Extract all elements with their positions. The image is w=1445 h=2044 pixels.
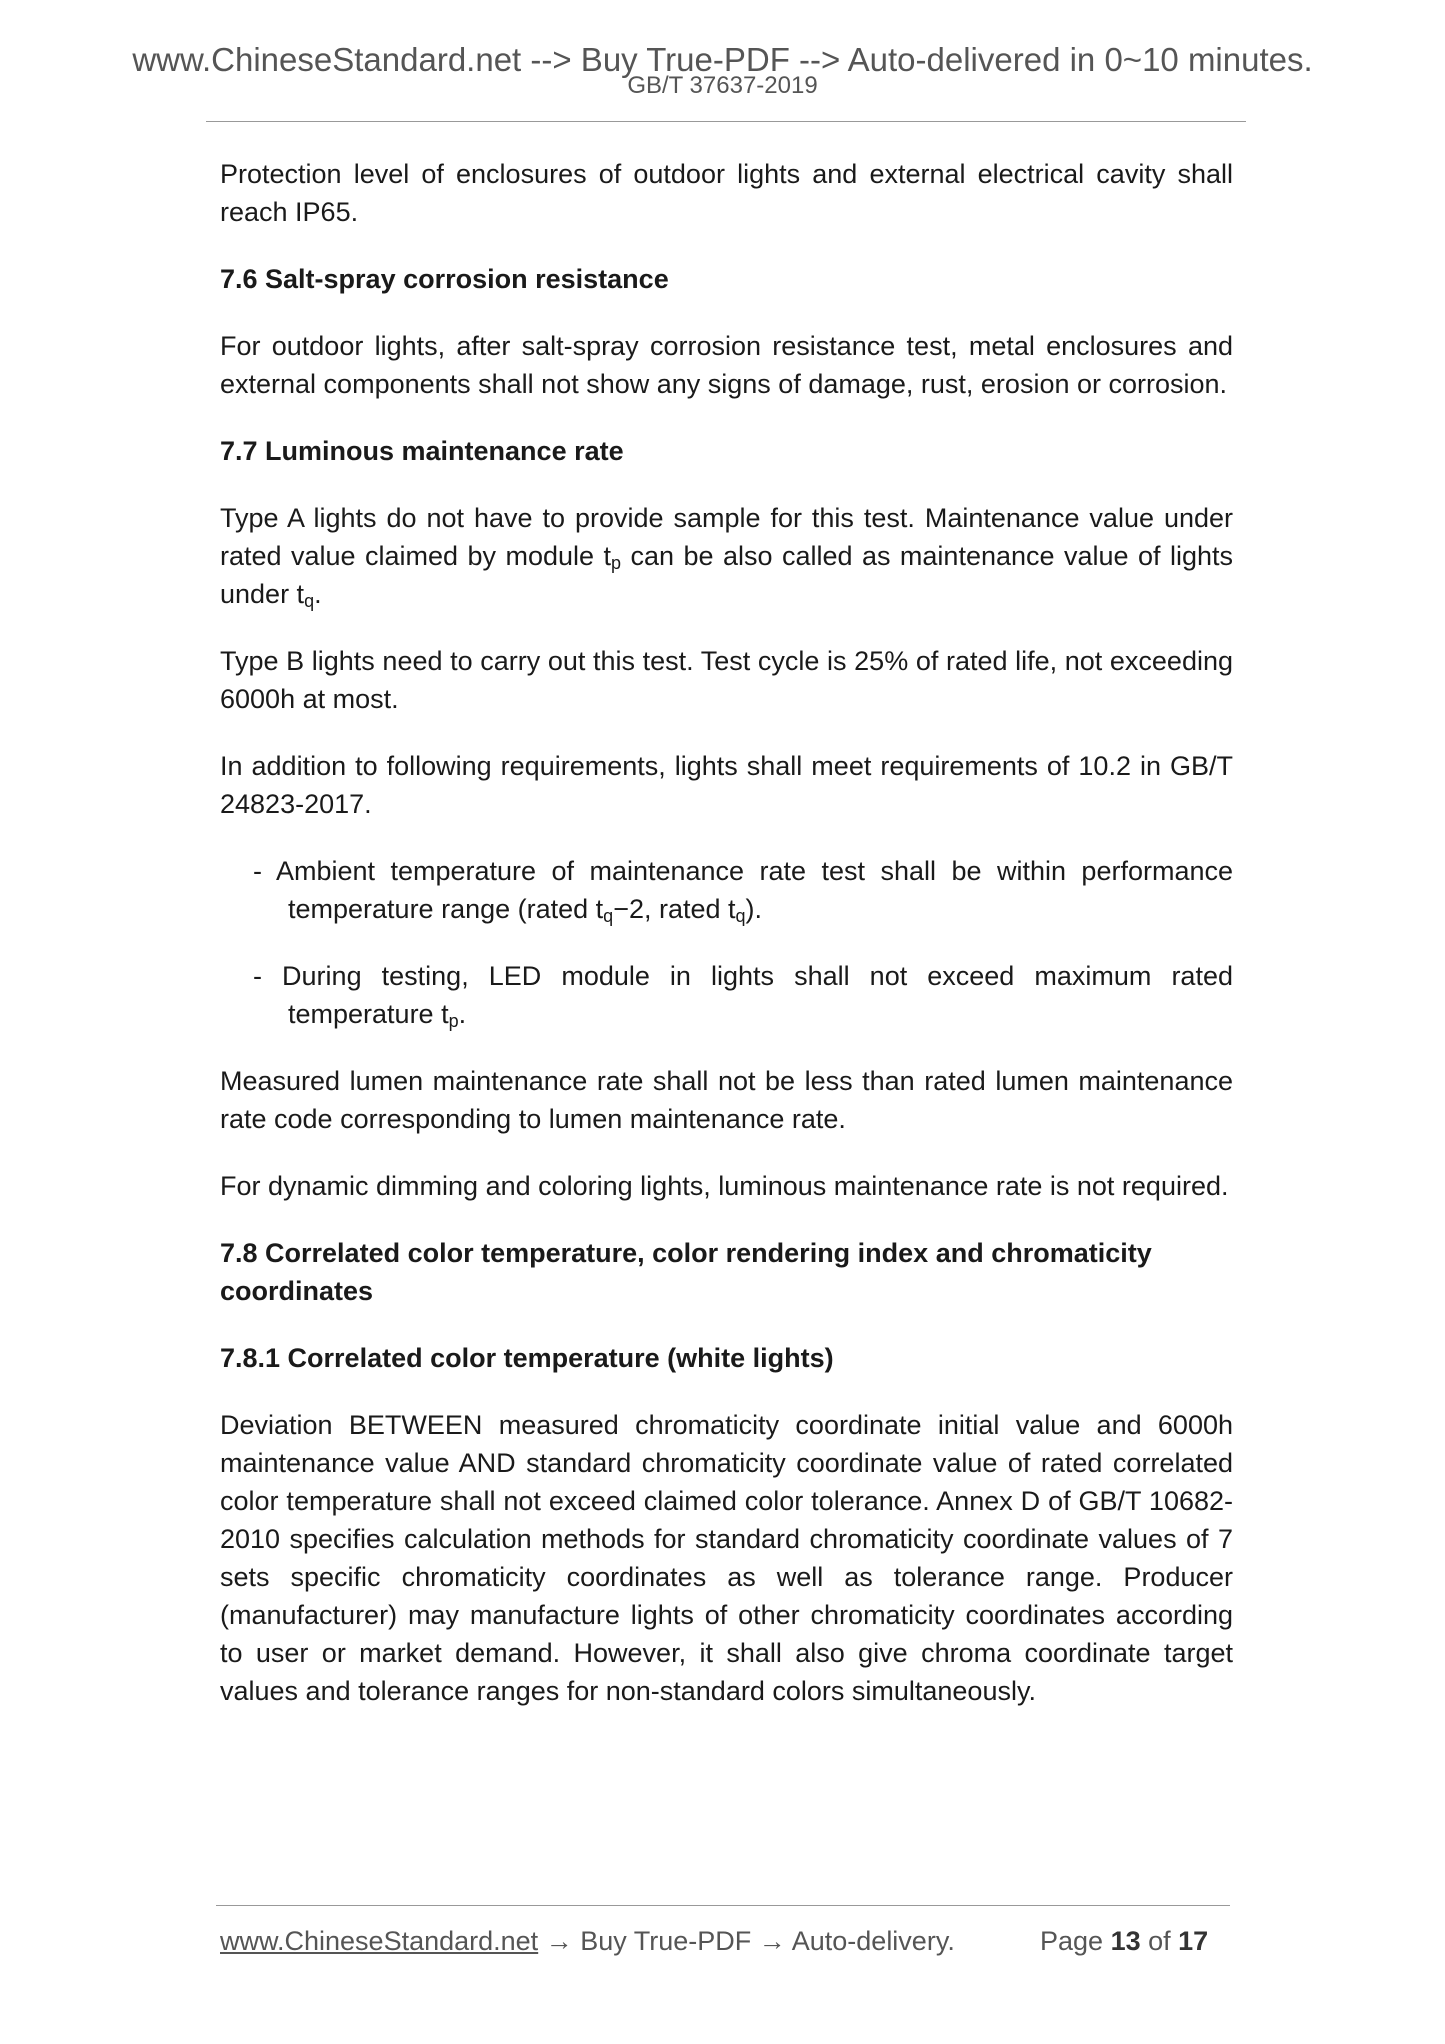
footer-divider bbox=[216, 1905, 1230, 1906]
paragraph-addition: In addition to following requirements, lights shall meet requirements of 10.2 in GB/T 24823-2017. bbox=[220, 751, 1233, 819]
footer-promo bbox=[220, 1921, 955, 1961]
header-divider bbox=[206, 121, 1246, 122]
section-heading-7-7: 7.7 Luminous maintenance rate bbox=[220, 436, 624, 466]
text-run: can be also called as maintenance value of lights under t bbox=[220, 541, 1233, 609]
of-label: of bbox=[1140, 1926, 1179, 1956]
paragraph-type-b: Type B lights need to carry out this test. Test cycle is 25% of rated life, not exceeding 6000h at most. bbox=[220, 646, 1233, 714]
paragraph-deviation: Deviation BETWEEN measured chromaticity coordinate initial value and 6000h maintenance value AND standard chromaticity coordinate value of rated correlated color temperature shall not exceed claimed color tolerance. Annex D of GB/T 10682-2010 specifies calculation methods for standard chromaticity coordinate values of 7 sets specific chromaticity coordinates as well as tolerance range. Producer (manufacturer) may manufacture lights of other chromaticity coordinates according to user or market demand. However, it shall also give chroma coordinate target values and tolerance ranges for non-standard colors simultaneously. bbox=[220, 1410, 1233, 1706]
section-heading-7-8-1: 7.8.1 Correlated color temperature (white lights) bbox=[220, 1343, 834, 1373]
text-run: - Ambient temperature of maintenance rate test shall be within performance temperature range (rated t bbox=[253, 856, 1233, 924]
text-run: −2, rated t bbox=[613, 894, 736, 924]
document-id: GB/T 37637-2019 bbox=[627, 72, 818, 99]
paragraph-measured: Measured lumen maintenance rate shall not be less than rated lumen maintenance rate code corresponding to lumen maintenance rate. bbox=[220, 1066, 1233, 1134]
list-item-ambient-temperature bbox=[253, 852, 1233, 928]
footer-site-link[interactable]: www.ChineseStandard.net bbox=[220, 1926, 539, 1956]
page-indicator bbox=[1040, 1921, 1208, 1961]
subscript: q bbox=[735, 906, 746, 926]
page-label: Page bbox=[1040, 1926, 1111, 1956]
text-run: - During testing, LED module in lights shall not exceed maximum rated temperature t bbox=[253, 961, 1233, 1029]
list-item-led-module bbox=[253, 957, 1233, 1033]
requirements-list bbox=[220, 852, 1233, 1033]
page-number: 13 bbox=[1110, 1926, 1141, 1956]
subscript: p bbox=[611, 553, 622, 573]
text-run: ). bbox=[745, 894, 763, 924]
promo-banner[interactable]: www.ChineseStandard.net --> Buy True-PDF --> Auto-delivered in 0~10 minutes. bbox=[132, 41, 1313, 78]
text-run: . bbox=[314, 579, 322, 609]
total-pages: 17 bbox=[1178, 1926, 1209, 1956]
page-footer bbox=[220, 1921, 1230, 1961]
paragraph-dynamic: For dynamic dimming and coloring lights, luminous maintenance rate is not required. bbox=[220, 1171, 1229, 1201]
subscript: p bbox=[448, 1011, 459, 1031]
page-content bbox=[220, 155, 1233, 1739]
paragraph-type-a bbox=[220, 499, 1233, 613]
subscript: q bbox=[603, 906, 614, 926]
footer-promo-text: → Buy True-PDF → Auto-delivery. bbox=[538, 1926, 955, 1956]
paragraph-salt-spray: For outdoor lights, after salt-spray corrosion resistance test, metal enclosures and external components shall not show any signs of damage, rust, erosion or corrosion. bbox=[220, 331, 1233, 399]
section-heading-7-6: 7.6 Salt-spray corrosion resistance bbox=[220, 264, 669, 294]
subscript: q bbox=[304, 591, 315, 611]
text-run: Type A lights do not have to provide sample for this test. Maintenance value under rated value claimed by module t bbox=[220, 503, 1233, 571]
text-run: . bbox=[458, 999, 467, 1029]
paragraph-ip65: Protection level of enclosures of outdoor lights and external electrical cavity shall reach IP65. bbox=[220, 159, 1233, 227]
section-heading-7-8: 7.8 Correlated color temperature, color rendering index and chromaticity coordinates bbox=[220, 1238, 1152, 1306]
